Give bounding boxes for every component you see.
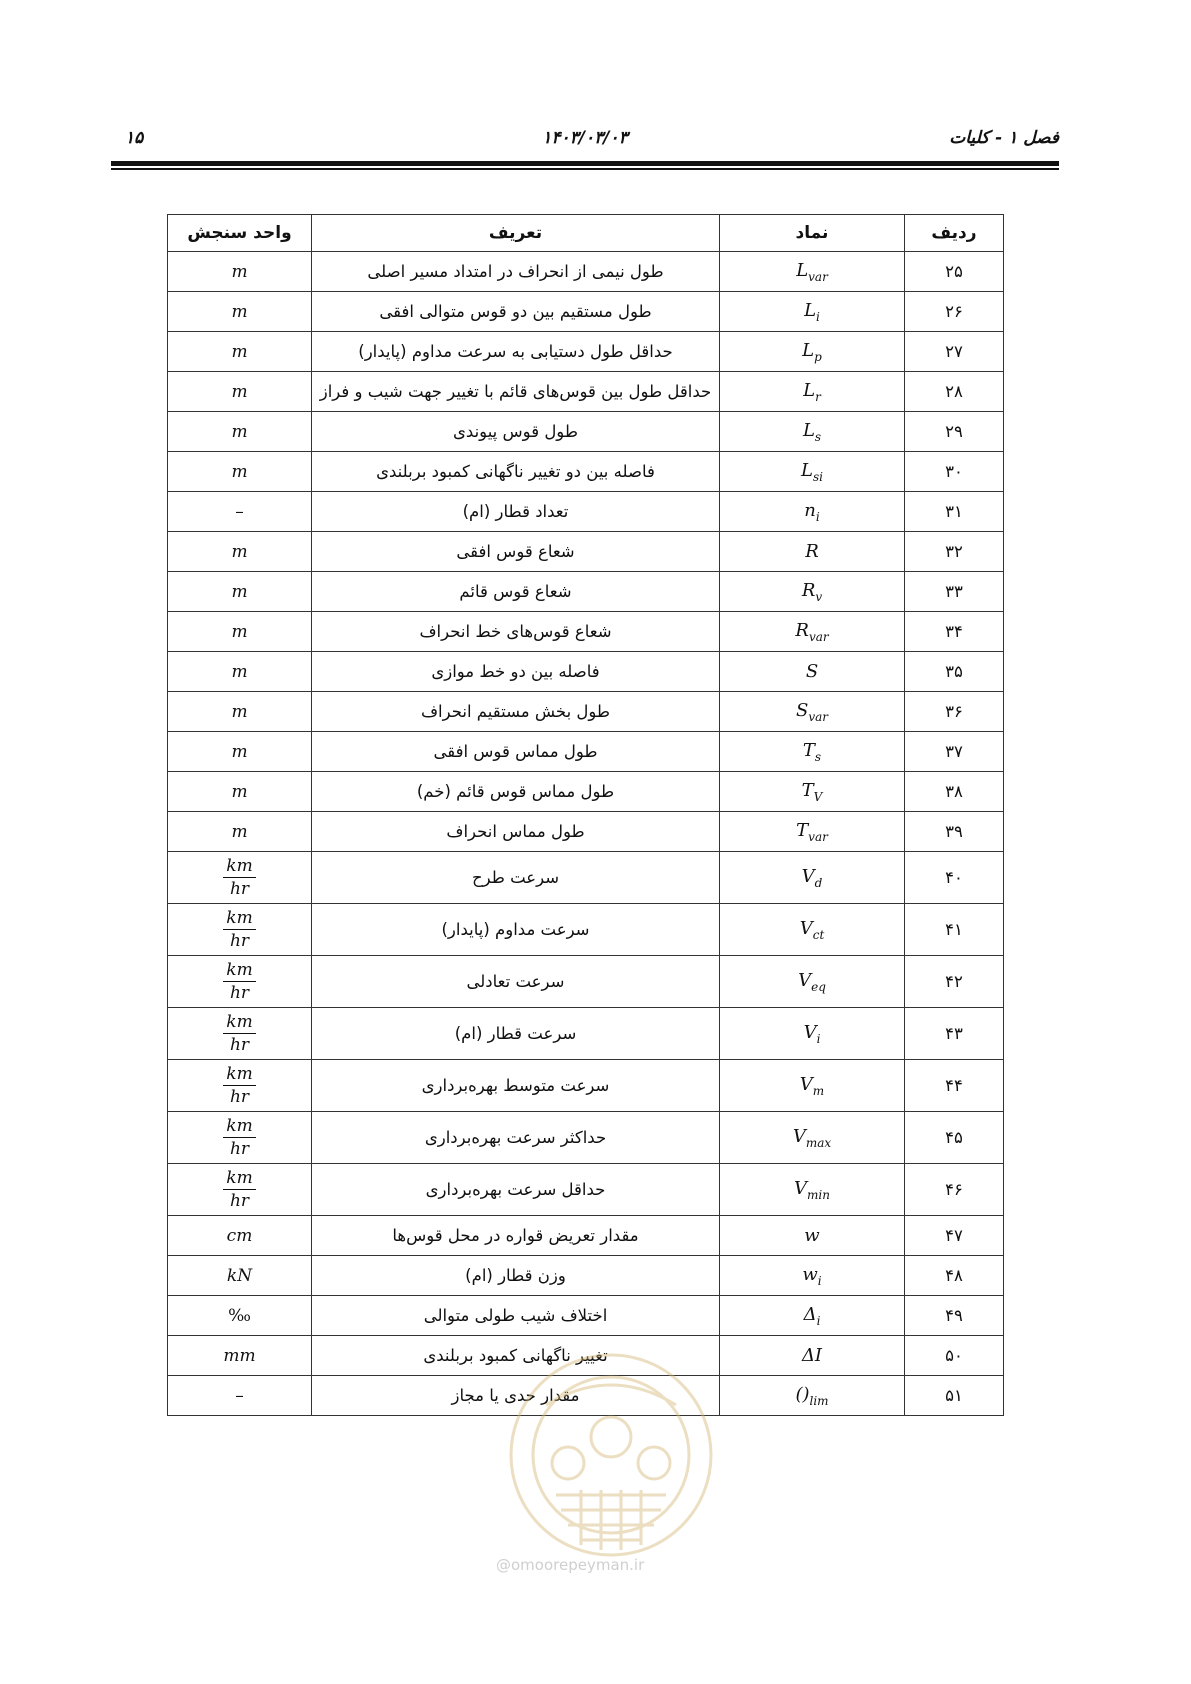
symbol-cell — [720, 812, 905, 852]
symbol-base: S — [795, 699, 809, 721]
header-rule-thin — [111, 168, 1059, 170]
row-number: ۴۴ — [905, 1060, 1004, 1112]
unit-numerator: km — [223, 1063, 255, 1086]
definition-cell: سرعت قطار (ام) — [312, 1008, 720, 1060]
unit-numerator: km — [223, 959, 255, 982]
symbol-subscript: s — [814, 749, 822, 764]
table-body — [168, 252, 1004, 1416]
row-number: ۲۷ — [905, 332, 1004, 372]
symbol-subscript: var — [808, 829, 828, 844]
symbol-base: L — [796, 259, 809, 281]
symbol-subscript: i — [817, 1273, 822, 1288]
symbol-subscript: max — [805, 1135, 832, 1150]
symbol-subscript: var — [808, 629, 829, 644]
definition-cell: حداقل طول بین قوس‌های قائم با تغییر جهت شیب و فراز — [312, 372, 720, 412]
unit-denominator: hr — [229, 983, 250, 1003]
row-number: ۴۳ — [905, 1008, 1004, 1060]
definition-cell: حداقل طول دستیابی به سرعت مداوم (پایدار) — [312, 332, 720, 372]
row-number: ۴۸ — [905, 1256, 1004, 1296]
symbol-cell — [720, 732, 905, 772]
definition-cell: طول بخش مستقیم انحراف — [312, 692, 720, 732]
unit-denominator: hr — [229, 1035, 250, 1055]
symbol — [802, 780, 823, 804]
unit-cell — [168, 1296, 312, 1336]
unit: m — [231, 621, 248, 642]
symbol-subscript: i — [816, 1031, 821, 1046]
row-number: ۳۷ — [905, 732, 1004, 772]
symbol-subscript: eq — [811, 979, 826, 994]
unit-cell — [168, 812, 312, 852]
symbol-cell — [720, 372, 905, 412]
unit-cell — [168, 1008, 312, 1060]
row-number: ۳۴ — [905, 612, 1004, 652]
symbol-cell — [720, 852, 905, 904]
table-row — [168, 1008, 1004, 1060]
unit-denominator: hr — [229, 1087, 250, 1107]
unit-fraction — [223, 959, 255, 1004]
symbol-base: V — [799, 1073, 813, 1095]
row-number: ۳۱ — [905, 492, 1004, 532]
row-number: ۳۹ — [905, 812, 1004, 852]
definition-cell: طول مستقیم بین دو قوس متوالی افقی — [312, 292, 720, 332]
symbol-cell — [720, 1256, 905, 1296]
symbol-cell — [720, 1216, 905, 1256]
symbol-base: T — [802, 739, 815, 761]
symbol-cell — [720, 492, 905, 532]
symbol-subscript: d — [814, 875, 823, 890]
symbol-subscript: ct — [812, 927, 825, 942]
definition-cell: طول مماس قوس افقی — [312, 732, 720, 772]
symbol — [804, 1022, 821, 1046]
symbol-subscript: p — [814, 349, 822, 364]
symbol-subscript: V — [813, 789, 823, 804]
symbol — [804, 300, 820, 324]
unit-cell — [168, 852, 312, 904]
symbol-cell — [720, 1164, 905, 1216]
table-row — [168, 612, 1004, 652]
row-number: ۳۰ — [905, 452, 1004, 492]
symbol-base: w — [804, 1225, 820, 1246]
symbol-subscript: lim — [809, 1393, 829, 1408]
symbol — [802, 580, 822, 604]
unit: m — [231, 781, 248, 802]
unit-numerator: km — [223, 855, 255, 878]
row-number: ۴۲ — [905, 956, 1004, 1008]
unit-cell — [168, 956, 312, 1008]
unit: kN — [226, 1265, 253, 1286]
row-number: ۵۰ — [905, 1336, 1004, 1376]
unit-cell — [168, 412, 312, 452]
symbol-cell — [720, 452, 905, 492]
unit: m — [231, 261, 248, 282]
unit-fraction — [223, 907, 255, 952]
row-number: ۴۱ — [905, 904, 1004, 956]
table-row — [168, 372, 1004, 412]
symbol — [801, 460, 823, 484]
symbol — [800, 1074, 824, 1098]
row-number: ۳۶ — [905, 692, 1004, 732]
symbol — [803, 740, 821, 764]
column-header-definition: تعریف — [312, 215, 720, 252]
table-row — [168, 652, 1004, 692]
definition-cell: فاصله بین دو خط موازی — [312, 652, 720, 692]
unit-cell — [168, 1060, 312, 1112]
symbol — [803, 380, 821, 404]
table-row — [168, 492, 1004, 532]
unit: cm — [226, 1225, 253, 1246]
definition-cell: شعاع قوس قائم — [312, 572, 720, 612]
symbol-cell — [720, 412, 905, 452]
symbol-base: R — [805, 541, 819, 562]
definition-cell: فاصله بین دو تغییر ناگهانی کمبود بربلندی — [312, 452, 720, 492]
table-row — [168, 1296, 1004, 1336]
table-row — [168, 572, 1004, 612]
definition-cell: مقدار حدی یا مجاز — [312, 1376, 720, 1416]
unit-cell — [168, 332, 312, 372]
symbol-cell — [720, 1376, 905, 1416]
symbol-cell — [720, 252, 905, 292]
symbol-base: L — [802, 339, 815, 361]
table-row — [168, 452, 1004, 492]
definition-cell: تعداد قطار (ام) — [312, 492, 720, 532]
unit-fraction — [223, 1167, 255, 1212]
definition-cell: سرعت متوسط بهره‌برداری — [312, 1060, 720, 1112]
row-number: ۳۲ — [905, 532, 1004, 572]
unit-cell — [168, 492, 312, 532]
symbol-base: V — [801, 865, 815, 887]
symbol — [795, 1384, 828, 1408]
table-row — [168, 1112, 1004, 1164]
symbol-subscript: si — [812, 469, 823, 484]
symbol — [802, 1264, 821, 1288]
definition-cell: طول قوس پیوندی — [312, 412, 720, 452]
symbol — [804, 1225, 819, 1246]
unit-cell — [168, 252, 312, 292]
symbol-base: L — [804, 299, 817, 321]
row-number: ۵۱ — [905, 1376, 1004, 1416]
unit-denominator: hr — [229, 1191, 250, 1211]
table-row — [168, 1256, 1004, 1296]
symbol-cell — [720, 904, 905, 956]
header-date: ۱۴۰۳/۰۳/۰۳ — [542, 128, 628, 148]
unit-cell — [168, 652, 312, 692]
definition-cell: وزن قطار (ام) — [312, 1256, 720, 1296]
table-row — [168, 692, 1004, 732]
table-row — [168, 292, 1004, 332]
symbol — [802, 866, 823, 890]
symbol-cell — [720, 1060, 905, 1112]
symbol-base: R — [801, 579, 816, 601]
unit-numerator: km — [223, 1011, 255, 1034]
row-number: ۲۸ — [905, 372, 1004, 412]
symbol-subscript: i — [816, 309, 820, 324]
row-number: ۲۵ — [905, 252, 1004, 292]
unit-cell — [168, 612, 312, 652]
row-number: ۲۹ — [905, 412, 1004, 452]
symbol-subscript: var — [808, 269, 828, 284]
unit: m — [231, 301, 248, 322]
symbol-base: S — [805, 661, 819, 682]
symbol — [794, 1178, 830, 1202]
row-number: ۲۶ — [905, 292, 1004, 332]
row-number: ۴۰ — [905, 852, 1004, 904]
symbol-cell — [720, 612, 905, 652]
unit-cell — [168, 1336, 312, 1376]
unit-denominator: hr — [229, 879, 250, 899]
symbol-subscript: var — [808, 709, 828, 724]
definition-cell: طول مماس انحراف — [312, 812, 720, 852]
table-row — [168, 904, 1004, 956]
table-row — [168, 1216, 1004, 1256]
definition-cell: طول نیمی از انحراف در امتداد مسیر اصلی — [312, 252, 720, 292]
table-row — [168, 1164, 1004, 1216]
definition-cell: شعاع قوس افقی — [312, 532, 720, 572]
symbol — [802, 1345, 822, 1366]
row-number: ۴۷ — [905, 1216, 1004, 1256]
unit: m — [231, 821, 248, 842]
table-row — [168, 772, 1004, 812]
page-header — [111, 128, 1059, 160]
table-row — [168, 252, 1004, 292]
unit-cell — [168, 292, 312, 332]
symbols-table — [167, 214, 1004, 1416]
symbol — [798, 970, 826, 994]
unit-cell — [168, 452, 312, 492]
unit-cell — [168, 1216, 312, 1256]
unit-denominator: hr — [229, 1139, 250, 1159]
symbol-cell — [720, 1296, 905, 1336]
column-header-unit: واحد سنجش — [168, 215, 312, 252]
symbol-cell — [720, 292, 905, 332]
symbol-cell — [720, 772, 905, 812]
symbol-subscript: i — [816, 1313, 821, 1328]
symbol-subscript: r — [815, 389, 821, 404]
definition-cell: حداکثر سرعت بهره‌برداری — [312, 1112, 720, 1164]
unit: m — [231, 421, 248, 442]
unit-cell — [168, 692, 312, 732]
symbol — [795, 620, 828, 644]
symbol-cell — [720, 332, 905, 372]
unit-fraction — [223, 1011, 255, 1056]
symbol-cell — [720, 532, 905, 572]
unit-cell — [168, 772, 312, 812]
row-number: ۳۵ — [905, 652, 1004, 692]
definition-cell: حداقل سرعت بهره‌برداری — [312, 1164, 720, 1216]
unit: m — [231, 461, 248, 482]
unit-fraction — [223, 1063, 255, 1108]
symbol-base: L — [803, 379, 816, 401]
table-row — [168, 412, 1004, 452]
row-number: ۳۸ — [905, 772, 1004, 812]
symbol-subscript: s — [814, 429, 822, 444]
symbol-cell — [720, 1336, 905, 1376]
symbol-base: T — [801, 779, 814, 801]
unit-cell — [168, 1164, 312, 1216]
column-header-row-number: ردیف — [905, 215, 1004, 252]
unit: m — [231, 381, 248, 402]
unit-denominator: hr — [229, 931, 250, 951]
symbol-base: R — [795, 619, 809, 641]
symbol — [802, 340, 822, 364]
unit-fraction — [223, 855, 255, 900]
definition-cell: سرعت تعادلی — [312, 956, 720, 1008]
symbol-subscript: v — [815, 589, 823, 604]
header-rule-thick — [111, 161, 1059, 166]
symbol-base: L — [802, 419, 815, 441]
symbol — [804, 1304, 821, 1328]
unit-numerator: km — [223, 1167, 255, 1190]
table-row — [168, 852, 1004, 904]
symbol — [800, 918, 825, 942]
table-header-row — [168, 215, 1004, 252]
symbol — [805, 541, 819, 562]
row-number: ۴۶ — [905, 1164, 1004, 1216]
unit-cell — [168, 1256, 312, 1296]
symbol-base: T — [796, 819, 809, 841]
unit: m — [231, 341, 248, 362]
unit: m — [231, 541, 248, 562]
row-number: ۴۵ — [905, 1112, 1004, 1164]
symbol-cell — [720, 692, 905, 732]
symbol-cell — [720, 1112, 905, 1164]
definition-cell: مقدار تعریض قواره در محل قوس‌ها — [312, 1216, 720, 1256]
definition-cell: طول مماس قوس قائم (خم) — [312, 772, 720, 812]
symbol-base: V — [794, 1177, 808, 1199]
symbol — [804, 500, 819, 524]
unit: mm — [223, 1345, 256, 1366]
symbol-cell — [720, 1008, 905, 1060]
symbol-base: w — [802, 1263, 818, 1285]
column-header-symbol: نماد — [720, 215, 905, 252]
unit: m — [231, 581, 248, 602]
symbol-base: L — [801, 459, 813, 481]
table-row — [168, 1060, 1004, 1112]
symbol-subscript: i — [815, 509, 820, 524]
unit-cell — [168, 732, 312, 772]
definition-cell: سرعت مداوم (پایدار) — [312, 904, 720, 956]
symbol-base: V — [803, 1021, 817, 1043]
symbol-base: V — [798, 969, 812, 991]
unit-cell — [168, 1376, 312, 1416]
symbol-base: ΔI — [801, 1345, 823, 1366]
unit-numerator: km — [223, 907, 255, 930]
row-number: ۴۹ — [905, 1296, 1004, 1336]
unit-cell — [168, 904, 312, 956]
table-row — [168, 732, 1004, 772]
symbol-cell — [720, 652, 905, 692]
unit: m — [231, 741, 248, 762]
unit: – — [235, 501, 244, 522]
symbol-base: V — [799, 917, 813, 939]
symbol-base: () — [795, 1383, 810, 1405]
symbol — [796, 820, 828, 844]
definition-cell: تغییر ناگهانی کمبود بربلندی — [312, 1336, 720, 1376]
watermark-logo-icon — [486, 1345, 736, 1565]
unit-cell — [168, 572, 312, 612]
symbol — [796, 260, 828, 284]
unit: m — [231, 661, 248, 682]
unit: – — [235, 1385, 244, 1406]
symbol-base: V — [792, 1125, 806, 1147]
page-number: ۱۵ — [125, 128, 144, 148]
definition-cell: شعاع قوس‌های خط انحراف — [312, 612, 720, 652]
symbol-base: n — [804, 499, 816, 521]
table-row — [168, 956, 1004, 1008]
symbol-cell — [720, 956, 905, 1008]
unit: m — [231, 701, 248, 722]
chapter-title: فصل ۱ - کلیات — [949, 128, 1059, 148]
definition-cell: اختلاف شیب طولی متوالی — [312, 1296, 720, 1336]
table-row — [168, 812, 1004, 852]
unit-cell — [168, 532, 312, 572]
symbol-cell — [720, 572, 905, 612]
unit-numerator: km — [223, 1115, 255, 1138]
unit: ‰ — [228, 1305, 251, 1326]
symbol-base: Δ — [803, 1303, 817, 1325]
symbol-subscript: m — [812, 1083, 825, 1098]
table-row — [168, 332, 1004, 372]
symbol — [793, 1126, 831, 1150]
symbol-subscript: min — [807, 1187, 830, 1202]
symbol — [803, 420, 821, 444]
unit-cell — [168, 372, 312, 412]
watermark-site: @omoorepeyman.ir — [496, 1556, 645, 1574]
unit-fraction — [223, 1115, 255, 1160]
symbol — [796, 700, 828, 724]
unit-cell — [168, 1112, 312, 1164]
definition-cell: سرعت طرح — [312, 852, 720, 904]
table-row — [168, 532, 1004, 572]
symbol — [806, 661, 818, 682]
row-number: ۳۳ — [905, 572, 1004, 612]
